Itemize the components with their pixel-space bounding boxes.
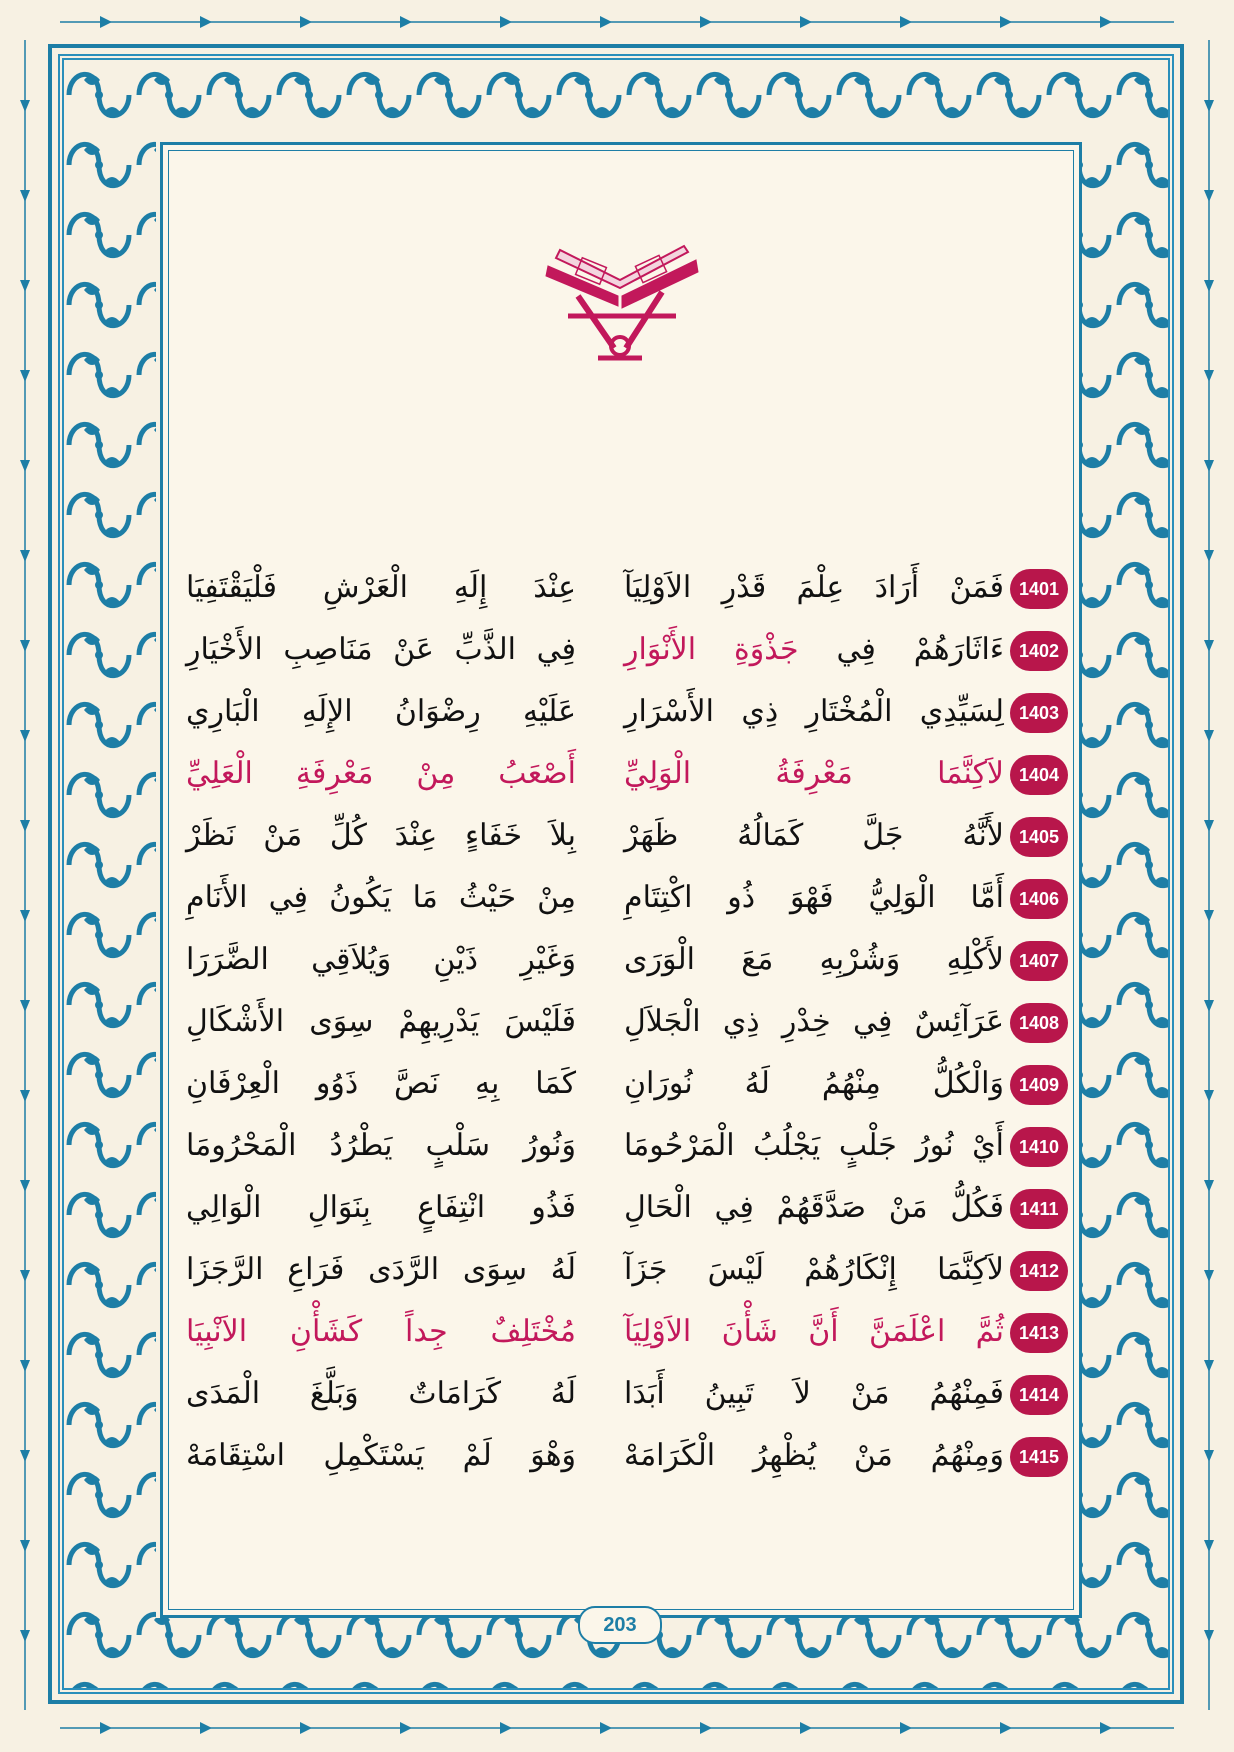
- second-hemistich: بِلاَ خَفَاءٍ عِنْدَ كُلِّ مَنْ نَظَرْ: [186, 818, 576, 853]
- second-hemistich: مِنْ حَيْثُ مَا يَكُونُ فِي الأَنَامِ: [186, 880, 576, 915]
- verse-row: [186, 1059, 1068, 1115]
- second-hemistich: وَهْوَ لَمْ يَسْتَكْمِلِ اسْتِقَامَهْ: [186, 1438, 576, 1473]
- second-hemistich: عَلَيْهِ رِضْوَانُ الإِلَهِ الْبَارِي: [186, 694, 576, 729]
- verse-number-badge: 1405: [1010, 817, 1068, 857]
- second-hemistich: لَهُ كَرَامَاتٌ وَبَلَّغَ الْمَدَى: [186, 1376, 576, 1411]
- right-border-rail: [1202, 40, 1216, 1710]
- first-hemistich: فَمَنْ أَرَادَ عِلْمَ قَدْرِ الاَوْلِيَآ: [624, 570, 1004, 605]
- second-hemistich: فَذُو انْتِفَاعٍ بِنَوَالِ الْوَالِي: [186, 1190, 576, 1225]
- verse-number-badge: 1413: [1010, 1313, 1068, 1353]
- second-hemistich: أَصْعَبُ مِنْ مَعْرِفَةِ الْعَلِيِّ: [186, 756, 576, 791]
- verse-row: [186, 625, 1068, 681]
- verse-number-badge: 1404: [1010, 755, 1068, 795]
- verse-row: [186, 1369, 1068, 1425]
- first-hemistich: لأَكْلِهِ وَشُرْبِهِ مَعَ الْوَرَى: [624, 942, 1004, 977]
- first-hemistich: وَمِنْهُمُ مَنْ يُظْهِرُ الْكَرَامَهْ: [624, 1438, 1004, 1473]
- verse-row: [186, 873, 1068, 929]
- first-hemistich: عَرَآئِسٌ فِي خِدْرِ ذِي الْجَلاَلِ: [624, 1004, 1004, 1039]
- top-border-rail: [60, 10, 1174, 34]
- second-hemistich: وَنُورُ سَلْبٍ يَطْرُدُ الْمَحْرُومَا: [186, 1128, 576, 1163]
- verse-number-badge: 1408: [1010, 1003, 1068, 1043]
- first-hemistich: لاَكِنَّمَا إِنْكَارُهُمْ لَيْسَ جَزَآ: [624, 1252, 1004, 1287]
- first-hemistich: لِسَيِّدِي الْمُخْتَارِ ذِي الأَسْرَارِ: [624, 694, 1004, 729]
- second-hemistich: كَمَا بِهِ نَصَّ ذَوُو الْعِرْفَانِ: [186, 1066, 576, 1101]
- verse-number-badge: 1410: [1010, 1127, 1068, 1167]
- verse-number-badge: 1412: [1010, 1251, 1068, 1291]
- second-hemistich: وَغَيْرِ ذَيْنِ وَيُلاَقِي الضَّرَرَا: [186, 942, 576, 977]
- verse-number-badge: 1407: [1010, 941, 1068, 981]
- verse-number-badge: 1406: [1010, 879, 1068, 919]
- first-hemistich: فَكُلُّ مَنْ صَدَّقَهُمْ فِي الْحَالِ: [624, 1190, 1004, 1225]
- second-hemistich: لَهُ سِوَى الرَّدَى فَرَاعِ الرَّجَزَا: [186, 1252, 576, 1287]
- verse-row: [186, 935, 1068, 991]
- first-hemistich: فَمِنْهُمُ مَنْ لاَ تَبِينُ أَبَدَا: [624, 1376, 1004, 1411]
- first-hemistich: لأَنَّهُ جَلَّ كَمَالُهُ ظَهَرْ: [624, 818, 1004, 853]
- verse-row: [186, 687, 1068, 743]
- first-hemistich: وَالْكُلُّ مِنْهُمُ لَهُ نُورَانِ: [624, 1066, 1004, 1101]
- verse-row: [186, 997, 1068, 1053]
- verse-number-badge: 1402: [1010, 631, 1068, 671]
- page-number: 203: [578, 1606, 662, 1644]
- second-hemistich: فِي الذَّبِّ عَنْ مَنَاصِبِ الأَخْيَارِ: [186, 632, 576, 667]
- first-hemistich: [624, 625, 1004, 675]
- first-hemistich: ثُمَّ اعْلَمَنَّ أَنَّ شَأْنَ الاَوْلِيَآ: [624, 1314, 1004, 1349]
- verse-row: [186, 1245, 1068, 1301]
- verse-number-badge: 1401: [1010, 569, 1068, 609]
- left-border-rail: [18, 40, 32, 1710]
- verse-number-badge: 1409: [1010, 1065, 1068, 1105]
- verse-row-highlighted: [186, 749, 1068, 805]
- verse-number-badge: 1403: [1010, 693, 1068, 733]
- first-hemistich: لاَكِنَّمَا مَعْرِفَةُ الْوَلِيِّ: [624, 756, 1004, 791]
- verse-number-badge: 1414: [1010, 1375, 1068, 1415]
- first-hemistich: أَيْ نُورُ جَلْبٍ يَجْلُبُ الْمَرْحُومَا: [624, 1128, 1004, 1163]
- verse-row: [186, 1183, 1068, 1239]
- verse-row: [186, 811, 1068, 867]
- first-hemistich: أَمَّا الْوَلِيُّ فَهْوَ ذُو اكْتِتَامِ: [624, 880, 1004, 915]
- verse-number-badge: 1411: [1010, 1189, 1068, 1229]
- verse-row-highlighted: [186, 1307, 1068, 1363]
- bottom-border-rail: [60, 1714, 1174, 1744]
- second-hemistich: عِنْدَ إِلَهِ الْعَرْشِ فَلْيَقْتَفِيَا: [186, 570, 576, 605]
- second-hemistich: فَلَيْسَ يَدْرِيهِمْ سِوَى الأَشْكَالِ: [186, 1004, 576, 1039]
- second-hemistich: مُخْتَلِفٌ جِداً كَشَأْنِ الاَنْبِيَا: [186, 1314, 576, 1349]
- verse-row: [186, 1431, 1068, 1487]
- quran-on-stand-icon: [538, 236, 706, 366]
- verse-number-badge: 1415: [1010, 1437, 1068, 1477]
- hemistich-text: ءَاثَارَهُمْ فِي: [836, 632, 1004, 667]
- verse-row: [186, 563, 1068, 619]
- hemistich-highlight: جَذْوَةِ الأَنْوَارِ: [624, 632, 799, 667]
- verse-row: [186, 1121, 1068, 1177]
